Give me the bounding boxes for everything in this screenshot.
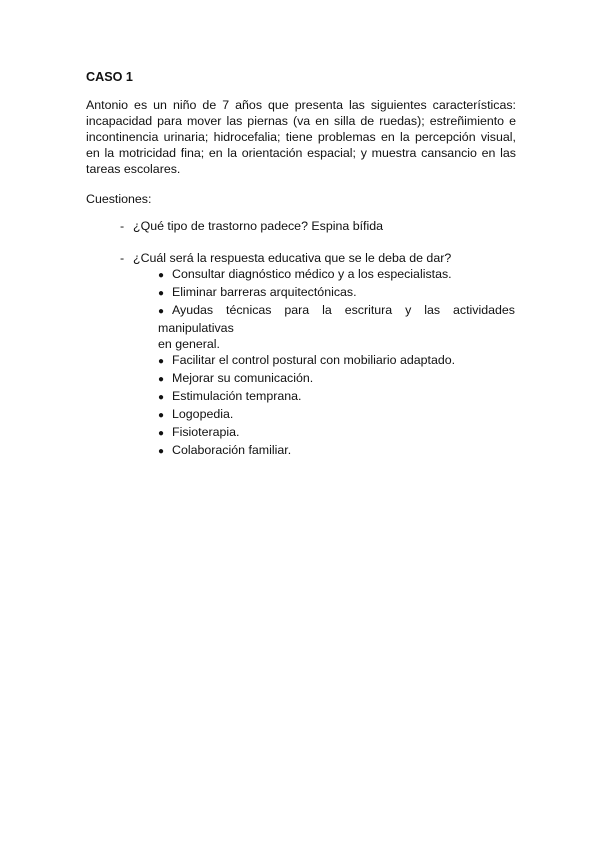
case-title: CASO 1 (86, 70, 133, 84)
bullet-icon: ● (158, 356, 165, 367)
answer-text: Logopedia. (172, 407, 234, 421)
answer-text: Facilitar el control postural con mobiliario adaptado. (172, 353, 456, 367)
list-item (158, 424, 515, 442)
list-item (158, 284, 515, 302)
list-item (158, 388, 515, 406)
answer-list (158, 266, 515, 460)
list-item (158, 302, 515, 320)
list-item (158, 352, 515, 370)
answer-text: Estimulación temprana. (172, 389, 302, 403)
bullet-icon: ● (158, 392, 165, 403)
answer-text: Colaboración familiar. (172, 443, 292, 457)
list-item-continuation (158, 320, 515, 336)
list-item-continuation (158, 336, 515, 352)
answer-text: Mejorar su comunicación. (172, 371, 314, 385)
list-item (158, 370, 515, 388)
bullet-icon: ● (158, 410, 165, 421)
answer-text: manipulativas (158, 321, 234, 335)
bullet-icon: ● (158, 288, 165, 299)
bullet-icon: ● (158, 374, 165, 385)
question-2-text: ¿Cuál será la respuesta educativa que se le deba de dar? (133, 251, 452, 265)
answer-text: en general. (158, 337, 221, 351)
dash-marker: - (120, 251, 125, 265)
bullet-icon: ● (158, 446, 165, 457)
question-2 (120, 251, 451, 265)
list-item (158, 266, 515, 284)
question-1 (120, 219, 383, 233)
answer-text: Consultar diagnóstico médico y a los especialistas. (172, 267, 452, 281)
case-description: Antonio es un niño de 7 años que presenta las siguientes características: incapacidad para mover las piernas (va en silla de ruedas); estreñimiento e incontinencia urinaria; hidrocefalia; tiene problemas en la percepción visual, en la motricidad fina; en la orientación espacial; y muestra cansancio en las tareas escolares. (86, 98, 516, 176)
list-item (158, 442, 515, 460)
answer-text: Eliminar barreras arquitectónicas. (172, 285, 357, 299)
bullet-icon: ● (158, 306, 165, 317)
answer-text: Fisioterapia. (172, 425, 240, 439)
bullet-icon: ● (158, 428, 165, 439)
dash-marker: - (120, 219, 125, 233)
question-1-text: ¿Qué tipo de trastorno padece? Espina bífida (133, 219, 384, 233)
list-item (158, 406, 515, 424)
questions-label: Cuestiones: (86, 192, 152, 206)
bullet-icon: ● (158, 270, 165, 281)
answer-text: Ayudas técnicas para la escritura y las actividades (172, 303, 515, 317)
